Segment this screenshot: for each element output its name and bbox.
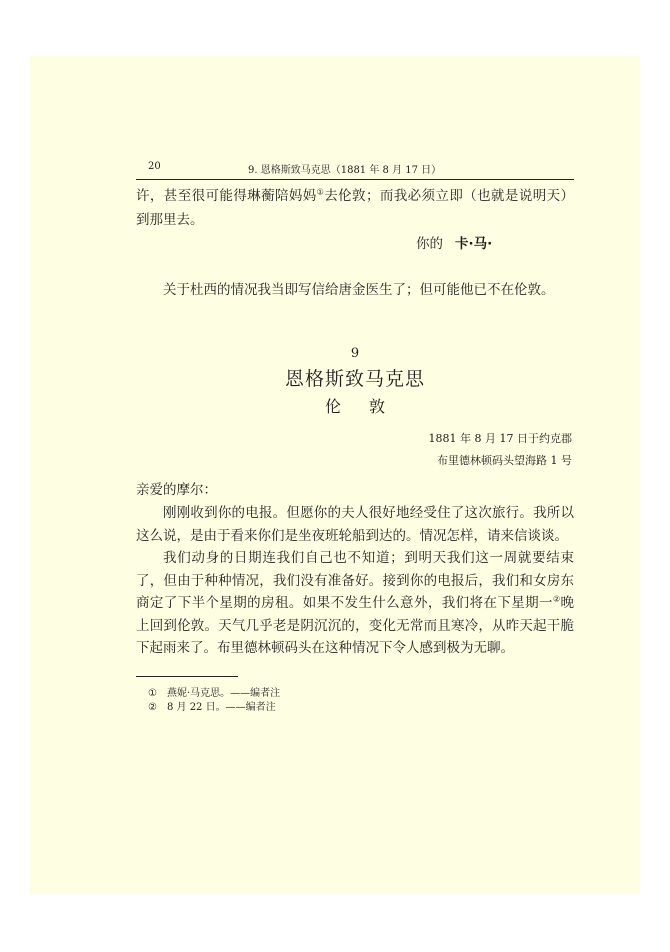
running-head — [136, 159, 574, 180]
footnote-divider — [136, 676, 238, 677]
page-content — [136, 159, 574, 715]
page-number: 20 — [148, 161, 161, 172]
signoff — [136, 232, 574, 256]
continuation-text: 许，甚至很可能得琳蘅陪妈妈 — [136, 188, 317, 204]
signoff-text: 你的 — [416, 236, 443, 252]
letter-paragraph-1: 刚刚收到你的电报。但愿你的夫人很好地经受住了这次旅行。我所以这么说，是由于看来你们是坐夜班轮船到达的。情况怎样，请来信谈谈。 — [136, 505, 574, 544]
continuation-text-rest: 去伦敦；而我必须立即（也就是说明天）到那里去。 — [136, 188, 575, 228]
letter-paragraph-2-text: 我们动身的日期连我们自己也不知道；到明天我们这一周就要结束了，但由于种种情况，我们没有准备好。接到你的电报后，我们和女房东商定了下半个星期的房租。如果不发生什么意外，我们将在下星期一 — [136, 550, 574, 611]
footnotes — [136, 687, 574, 715]
footnote-text: 燕妮·马克思。——编者注 — [166, 687, 281, 699]
running-title: 9. 恩格斯致马克思（1881 年 8 月 17 日） — [248, 165, 442, 176]
footnote-1 — [148, 687, 574, 701]
footnote-2 — [148, 701, 574, 715]
footnote-text: 8 月 22 日。——编者注 — [166, 701, 276, 713]
date-line: 1881 年 8 月 17 日于约克郡 — [428, 432, 572, 445]
footnote-ref-2: ② — [552, 594, 561, 604]
address-line: 布里德林顿码头望海路 1 号 — [437, 454, 572, 467]
footnote-marker: ② — [148, 701, 157, 713]
footnote-ref-1: ① — [316, 187, 325, 197]
signoff-name: 卡·马· — [455, 236, 493, 252]
letter-paragraph-2-rest: 晚上回到伦敦。天气几乎老是阴沉沉的，变化无常而且寒冷，从昨天起干脆下起雨来了。布里德林顿码头在这种情况下令人感到极为无聊。 — [136, 595, 575, 656]
book-page — [30, 56, 640, 894]
letter-title: 恩格斯致马克思 — [284, 368, 425, 390]
footnote-marker: ① — [148, 687, 157, 699]
postscript-paragraph: 关于杜西的情况我当即写信给唐金医生了；但可能他已不在伦敦。 — [163, 282, 555, 298]
continuation-paragraph — [136, 184, 574, 232]
letter-number: 9 — [350, 346, 360, 361]
salutation: 亲爱的摩尔： — [136, 482, 217, 498]
letter-dateline — [136, 428, 574, 472]
letter-body — [136, 502, 574, 660]
letter-paragraph-2 — [136, 547, 574, 660]
letter-place: 伦敦 — [324, 397, 413, 416]
